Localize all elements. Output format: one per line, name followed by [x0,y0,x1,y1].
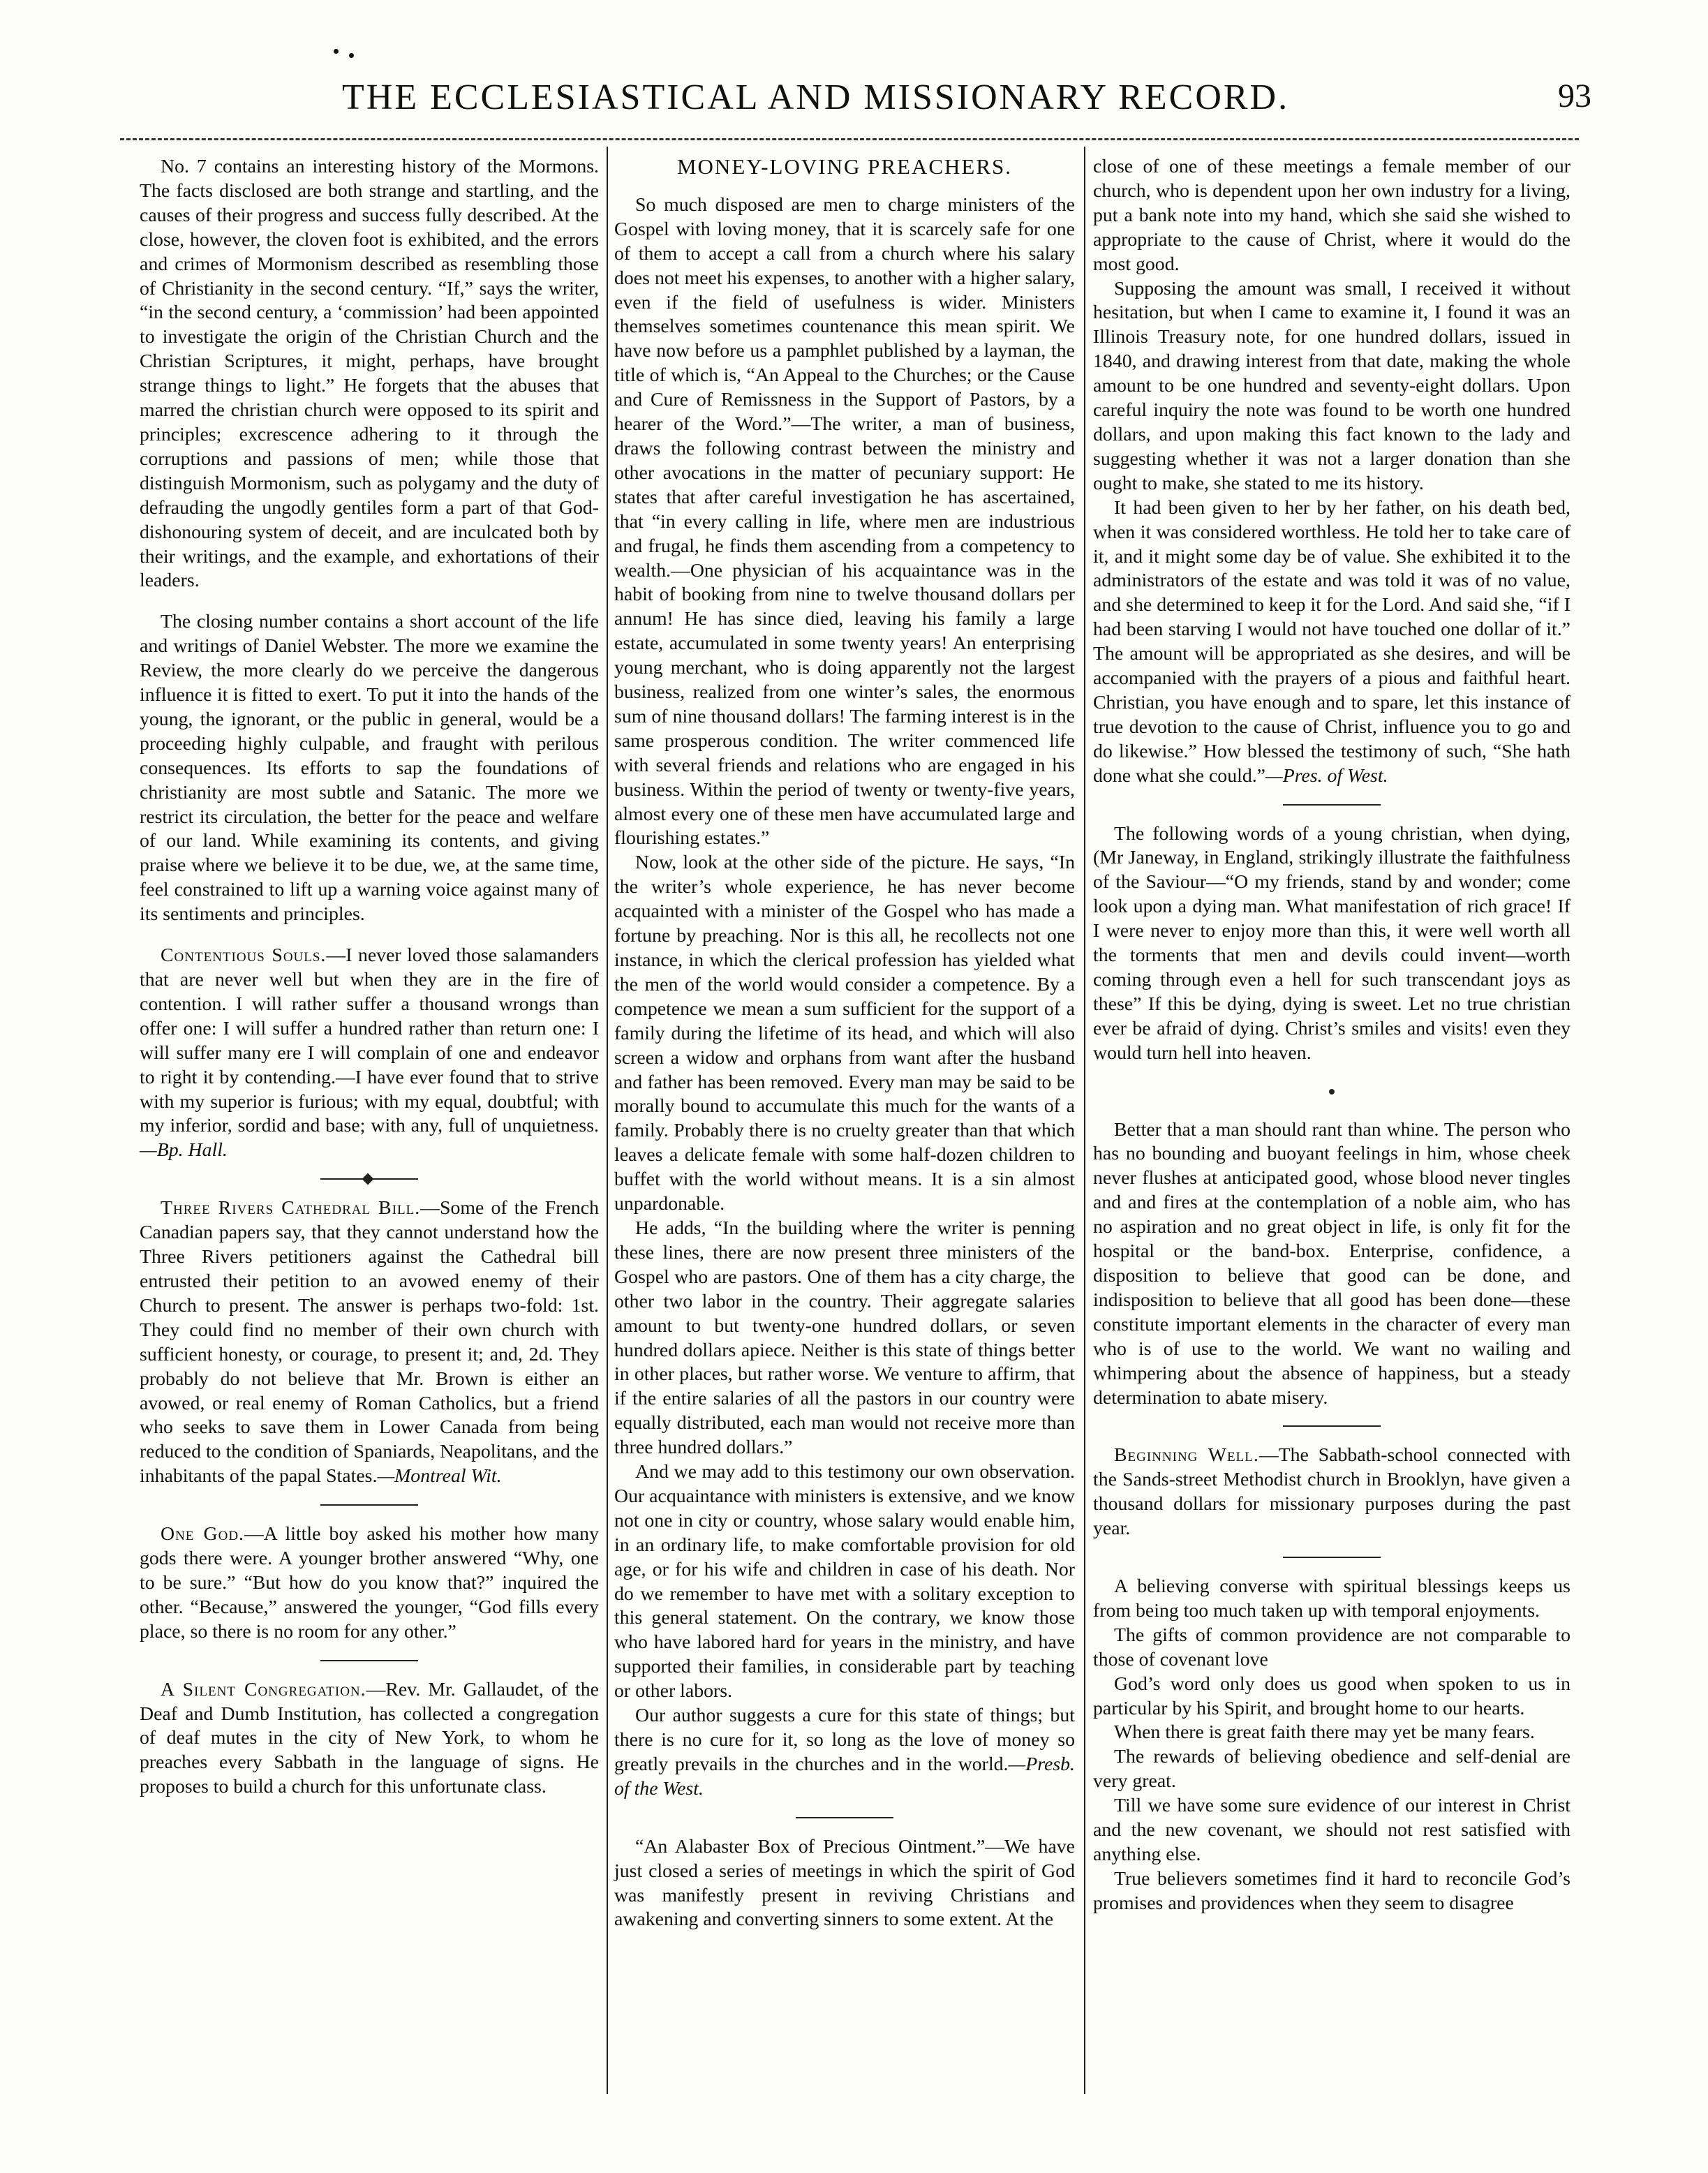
column-left [140,155,599,1800]
section-divider [320,1504,418,1506]
money-paragraph-1: So much disposed are men to charge ministers of the Gospel with loving money, that it is scarcely safe for one of them to accept a call from a church where his salary does not meet his expenses, to another with a higher salary, even if the field of usefulness is wider. Ministers themselves sometimes countenance this mean spirit. We have now before us a pamphlet published by a layman, the title of which is, “An Appeal to the Churches; or the Cause and Cure of Remissness in the Support of Pastors, by a hearer of the Word.”—The writer, a man of business, draws the following contrast between the ministry and other avocations in the matter of pecuniary support: He states that after careful investigation he has ascertained, that “in every calling in life, where men are industrious and frugal, he finds them ascending from a competency to wealth.—One physician of his acquaintance was in the habit of booking from nine to twelve thousand dollars per annum! He has since died, leaving his family a large estate, accumulated in some twenty years! An enterprising young merchant, who is doing apparently not the largest business, realized from one winter’s sales, the enormous sum of nine thousand dollars! The farming interest is in the same prosperous condition. The writer commenced life with several friends and relations who are engaged in his business. Within the period of twenty or twenty-five years, almost every one of these men have accumulated large and flourishing estates.” [614,193,1075,850]
beginning-well-body: —The Sabbath-school connected with the Sands-street Methodist church in Brooklyn, have given a thousand dollars for missionary purposes during the past year. [1093,1444,1570,1540]
three-rivers-article [140,1196,599,1489]
contentious-souls-source: —Bp. Hall. [140,1139,228,1162]
one-god-body: —A little boy asked his mother how many gods there were. A younger brother answered “Why, one to be sure.” “But how do you know that?” inquired the other. “Because,” answered the younger, “God fills every place, so there is no room for any other.” [140,1523,599,1642]
saying-1: A believing converse with spiritual blessings keeps us from being too much taken up with temporal enjoyments. [1093,1575,1570,1622]
three-rivers-source: —Montreal Wit. [377,1465,502,1488]
column-divider-right [1084,147,1085,2094]
money-paragraph-4: And we may add to this testimony our own observation. Our acquaintance with ministers is extensive, and we know not one in city or country, whose salary would enable him, in an ordinary life, to make comfortable provision for old age, or for his wife and children in case of his death. Nor do we remember to have met with a solitary exception to this general statement. On the contrary, we know those who have labored hard for years in the ministry, and have supported their families, in considerable part by teaching or other labors. [614,1461,1075,1703]
money-paragraph-5 [614,1704,1075,1802]
beginning-well-heading: Beginning Well. [1114,1444,1259,1467]
money-loving-preachers-heading: MONEY-LOVING PREACHERS. [676,154,1012,179]
column-divider-left [607,147,608,2094]
section-divider [320,1660,418,1661]
mormons-paragraph: No. 7 contains an interesting history of the Mormons. The facts disclosed are both strange and startling, and the causes of their progress and success fully described. At the close, however, the cloven foot is exhibited, and the errors and crimes of Mormonism described as resembling those of Christianity in the second century. “If,” says the writer, “in the second century, a ‘commission’ had been appointed to investigate the origin of the Christian Church and the Christian Scriptures, it might, perhaps, have brought strange things to light.” He forgets that the abuses that marred the christian church were opposed to its spirit and principles; excrescence adhering to it through the corruptions and passions of men; while those that distinguish Mormonism, such as polygamy and the duty of defrauding the ungodly gentiles form a part of that God-dishonouring system of deceit, and are inculcated both by their writings, and the example, and exhortations of their leaders. [140,156,599,592]
silent-congregation-body: —Rev. Mr. Gallaudet, of the Deaf and Dumb Institution, has collected a congregation of deaf mutes in the city of New York, to whom he preaches every Sabbath in the language of signs. He proposes to build a church for this unfortunate class. [140,1678,599,1798]
alabaster-continued-3 [1093,496,1570,789]
alabaster-continued-2: Supposing the amount was small, I received it without hesitation, but when I came to examine it, I found it was an Illinois Treasury note, for one hundred dollars, issued in 1840, and drawing interest from that date, making the whole amount to be one hundred and seventy-eight dollars. Upon careful inquiry the note was found to be worth one hundred dollars, and upon making this fact known to the lady and suggesting whether it was not a larger donation than she ought to make, she stated to me its history. [1093,277,1570,494]
page-header [105,77,1605,126]
money-paragraph-3: He adds, “In the building where the writer is penning these lines, there are now present three ministers of the Gospel who are pastors. One of them has a city charge, the other two labor in the country. Their aggregate salaries amount to but twenty-one hundred dollars, or seven hundred dollars apiece. Neither is this state of things better in other places, but rather worse. We venture to affirm, that if the entire salaries of all the pastors in our country were equally distributed, each man would not receive more than three hundred dollars.” [614,1217,1075,1459]
section-divider [796,1817,893,1818]
print-speck-ornament [334,49,359,59]
contentious-souls-article [140,944,599,1163]
section-divider-dot [1093,1077,1570,1102]
silent-congregation-heading: A Silent Congregation. [161,1678,366,1700]
section-divider [320,1178,418,1180]
saying-5: The rewards of believing obedience and self-denial are very great. [1093,1746,1570,1793]
alabaster-continued-3-text: It had been given to her by her father, on his death bed, when it was considered worthless. He told her to take care of it, and it might some day be of value. She exhibited it to the administrators of the estate and was told it was of no value, and she determined to keep it for the Lord. And said she, “if I had been starving I would not have touched one dollar of it.” The amount will be appropriated as she desires, and will be accompanied with the prayers of a pious and faithful heart. Christian, you have enough and to spare, let this instance of true devotion to the cause of Christ, influence you to go and do likewise.” How blessed the testimony of such, “She hath done what she could.” [1093,496,1570,787]
alabaster-source: —Pres. of West. [1265,764,1388,787]
column-middle [614,155,1075,1932]
money-source: —Presb. of the West. [614,1753,1075,1800]
young-christian-paragraph: The following words of a young christian, when dying, (Mr Janeway, in England, strikingly illustrate the faithfulness of the Saviour—“O my friends, stand by and wonder; come look upon a dying man. What manifestation of rich grace! If I were never to enjoy more than this, it were well worth all the torments that men and devils could invent—worth coming through even a hell for such transcendant joys as these” If this be dying, dying is sweet. Let no true christian ever be afraid of dying. Christ’s smiles and visits! even they would turn hell into heaven. [1093,822,1570,1064]
section-divider [1283,1425,1381,1427]
silent-congregation-article [140,1678,599,1800]
one-god-heading: One God. [161,1523,244,1545]
column-right [1093,155,1570,1916]
header-rule [120,138,1579,140]
rant-whine-paragraph: Better that a man should rant than whine. The person who has no bounding and buoyant feelings in him, whose cheek never flushes at anticipated good, whose blood never tingles and and fires at the contemplation of a noble aim, who has no aspiration and no great object in life, is only fit for the hospital or the band-box. Enterprise, confidence, a disposition to believe that good can be done, and indisposition to believe that all good has been done—these constitute important elements in the character of every man who is of use to the world. We want no wailing and whimpering about the absence of happiness, but a steady determination to abate misery. [1093,1118,1570,1409]
saying-2: The gifts of common providence are not comparable to those of covenant love [1093,1624,1570,1670]
beginning-well-article [1093,1444,1570,1541]
three-rivers-heading: Three Rivers Cathedral Bill. [161,1197,421,1219]
one-god-article [140,1522,599,1645]
masthead-title: THE ECCLESIASTICAL AND MISSIONARY RECORD. [342,77,1290,117]
section-divider [1283,804,1381,806]
three-rivers-body: —Some of the French Canadian papers say, that they cannot understand how the Three Rivers petitioners against the Cathedral bill entrusted their petition to an avowed enemy of their Church to present. The answer is perhaps two-fold: 1st. They could find no member of their own church with sufficient honesty, or courage, to present it; and, 2d. They probably do not believe that Mr. Brown is either an avowed, or real enemy of Roman Catholics, but a friend who seeks to save them in Lower Canada from being reduced to the condition of Spaniards, Neapolitans, and the inhabitants of the papal States. [140,1197,599,1488]
money-paragraph-5-text: Our author suggests a cure for this state of things; but there is no cure for it, so long as the love of money so greatly prevails in the churches and in the world. [614,1705,1075,1775]
section-divider [1283,1557,1381,1558]
contentious-souls-heading: Contentious Souls. [161,944,327,967]
saying-4: When there is great faith there may yet be many fears. [1114,1721,1535,1744]
alabaster-continued-1: close of one of these meetings a female member of our church, who is dependent upon her own industry for a living, put a bank note into my hand, which she said she wished to appropriate to the cause of Christ, where it would do the most good. [1093,156,1570,275]
saying-3: God’s word only does us good when spoken to us in particular by his Spirit, and brought home to our hearts. [1093,1673,1570,1719]
money-paragraph-2: Now, look at the other side of the picture. He says, “In the writer’s whole experience, he has never become acquainted with a minister of the Gospel who has made a fortune by preaching. Nor is this all, he recollects not one instance, in which the clerical profession has yielded what the men of the world would consider a competence. By a competence we mean a sum sufficient for the support of a family during the lifetime of its head, and which will also screen a widow and orphans from want after the husband and father has been removed. Every man may be said to be morally bound to accumulate this much for the wants of a family. Probably there is no cruelty greater than that which leaves a delicate female with some half-dozen children to buffet with the world without means. It is a sin almost unpardonable. [614,852,1075,1215]
alabaster-box-paragraph: “An Alabaster Box of Precious Ointment.”—We have just closed a series of meetings in which the spirit of God was manifestly present in reviving Christians and awakening and converting sinners to some extent. At the [614,1835,1075,1931]
saying-6: Till we have some sure evidence of our interest in Christ and the new covenant, we should not rest satisfied with anything else. [1093,1795,1570,1865]
contentious-souls-body: —I never loved those salamanders that are never well but when they are in the fire of contention. I will rather suffer a thousand wrongs than offer one: I will suffer a hundred rather than return one: I will suffer many ere I will complain of one and endeavor to right it by contending.—I have ever found that to strive with my superior is furious; with my equal, doubtful; with my inferior, sordid and base; with any, full of unquietness. [140,944,599,1137]
webster-paragraph: The closing number contains a short account of the life and writings of Daniel Webster. The more we examine the Review, the more clearly do we perceive the dangerous influence it is fitted to exert. To put it into the hands of the young, the ignorant, or the public in general, would be a proceeding highly culpable, and fraught with perilous consequences. Its efforts to sap the foundations of christianity are most subtle and Satanic. The more we restrict its circulation, the better for the peace and welfare of our land. While examining its contents, and giving praise where we believe it to be due, we, at the same time, feel constrained to lift up a warning voice against many of its sentiments and principles. [140,611,599,926]
saying-7: True believers sometimes find it hard to reconcile God’s promises and providences when they seem to disagree [1093,1867,1570,1914]
page-number: 93 [1558,77,1591,114]
